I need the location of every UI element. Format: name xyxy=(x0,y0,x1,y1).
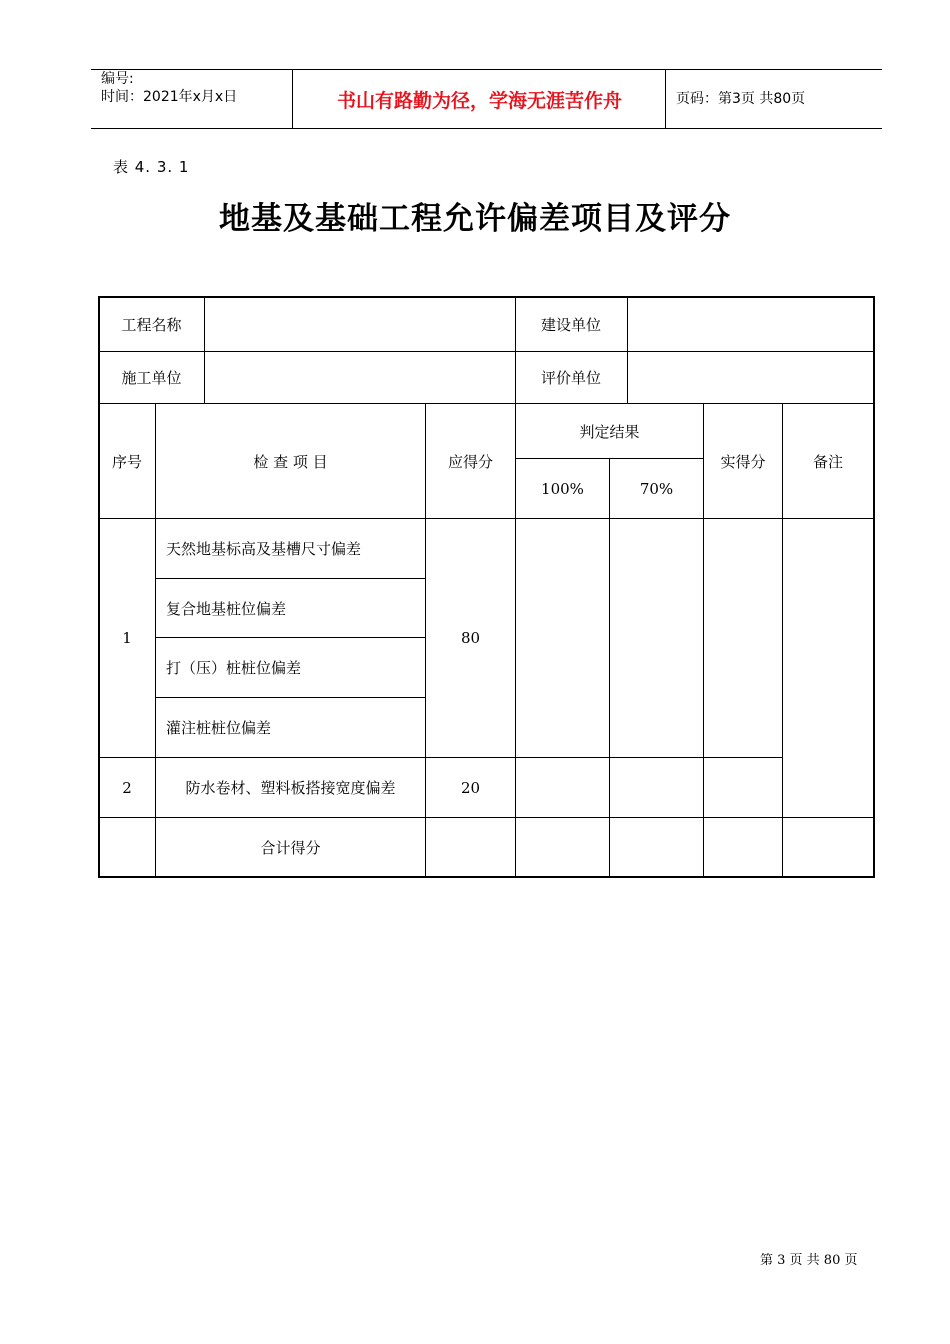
evaluation-unit-label: 评价单位 xyxy=(540,369,601,387)
group-2-item-1: 防水卷材、塑料板搭接宽度偏差 xyxy=(185,779,396,797)
group-1-item-1: 天然地基标高及基槽尺寸偏差 xyxy=(166,540,362,558)
evaluation-unit-value xyxy=(628,352,873,403)
table-border-bottom xyxy=(98,876,875,878)
header-top-rule xyxy=(91,69,882,70)
col-header-seq: 序号 xyxy=(111,452,142,471)
col-header-item: 检 查 项 目 xyxy=(253,452,328,471)
construction-unit-value xyxy=(628,297,873,351)
page-footer: 第 3 页 共 80 页 xyxy=(760,1253,858,1268)
header-bottom-rule xyxy=(91,128,882,129)
col-header-judgement: 判定结果 xyxy=(579,422,640,441)
project-name-value xyxy=(205,297,515,351)
construction-unit-label: 建设单位 xyxy=(540,315,601,334)
table-border-right xyxy=(873,296,875,878)
col-header-expected-score: 应得分 xyxy=(447,452,493,471)
group-1-item-3: 打（压）桩桩位偏差 xyxy=(166,659,302,677)
time-label: 时间：2021年x月x日 xyxy=(101,89,238,105)
group-1-seq: 1 xyxy=(122,629,132,647)
group-2-seq: 2 xyxy=(122,778,132,797)
builder-unit-label: 施工单位 xyxy=(121,369,182,387)
page-title: 地基及基础工程允许偏差项目及评分 xyxy=(219,201,731,237)
page-info: 页码：第3页 共80页 xyxy=(676,91,806,107)
group-1-item-4: 灌注桩桩位偏差 xyxy=(166,719,272,737)
grid-line xyxy=(609,518,610,877)
total-score-label: 合计得分 xyxy=(260,838,321,857)
group-1-item-2: 复合地基桩位偏差 xyxy=(166,599,287,618)
group-1-expected-score: 80 xyxy=(460,629,481,647)
motto: 书山有路勤为径，学海无涯苦作舟 xyxy=(336,90,622,112)
builder-unit-value xyxy=(205,352,515,403)
col-header-pct-70: 70% xyxy=(639,479,674,498)
col-header-remarks: 备注 xyxy=(812,452,843,471)
project-name-label: 工程名称 xyxy=(121,315,182,334)
col-header-pct-100: 100% xyxy=(541,479,584,498)
table-number: 表 4. 3. 1 xyxy=(113,158,190,176)
serial-label: 编号: xyxy=(101,71,134,87)
col-header-actual-score: 实得分 xyxy=(720,452,766,471)
group-2-expected-score: 20 xyxy=(460,778,481,797)
